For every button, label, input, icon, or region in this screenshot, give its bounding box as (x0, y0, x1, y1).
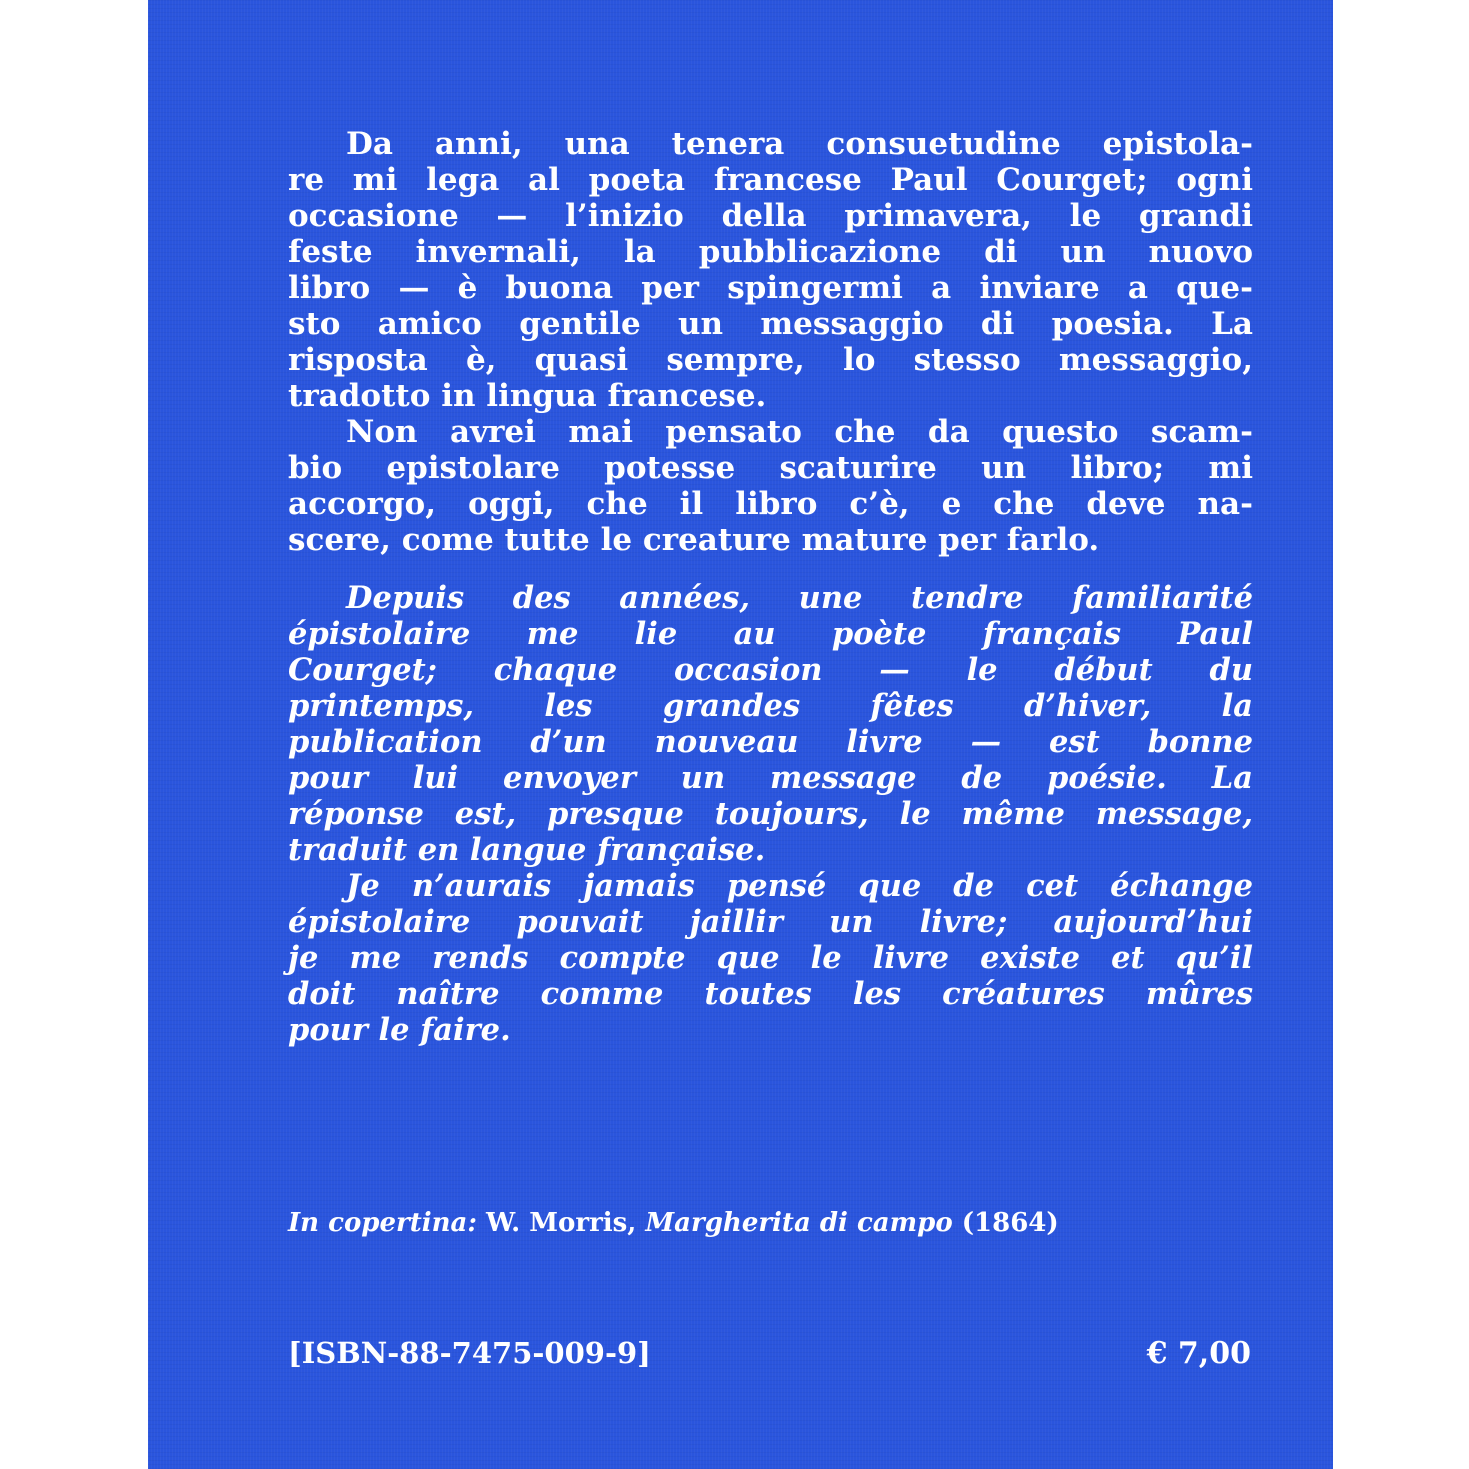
italian-blurb (288, 126, 1253, 558)
blurb-line: pour lui envoyer un message de poésie. La (288, 760, 1253, 796)
blurb-line: traduit en langue française. (288, 832, 766, 868)
blurb-line: libro — è buona per spingermi a inviare a que- (288, 270, 1253, 306)
blurb-line: Da anni, una tenera consuetudine epistola- (346, 126, 1253, 162)
blurb-line: Non avrei mai pensato che da questo scam- (346, 414, 1253, 450)
blurb-line: publication d’un nouveau livre — est bonne (288, 724, 1253, 760)
blurb-line: risposta è, quasi sempre, lo stesso messaggio, (288, 342, 1253, 378)
cover-credit-label: In copertina: (288, 1208, 477, 1238)
blurb-line: feste invernali, la pubblicazione di un nuovo (288, 234, 1253, 270)
blurb-line: pour le faire. (288, 1012, 511, 1048)
isbn-number: [ISBN-88-7475-009-9] (288, 1336, 651, 1370)
blurb-line: Courget; chaque occasion — le début du (288, 652, 1253, 688)
price-label: € 7,00 (1146, 1336, 1251, 1371)
blurb-line: Depuis des années, une tendre familiarité (346, 580, 1253, 616)
blurb-line: occasione — l’inizio della primavera, le grandi (288, 198, 1253, 234)
blurb-line: réponse est, presque toujours, le même message, (288, 796, 1253, 832)
cover-credit-author: W. Morris, (476, 1208, 646, 1238)
cover-credit-title: Margherita di campo (645, 1208, 953, 1238)
blurb-line: bio epistolare potesse scaturire un libro; mi (288, 450, 1253, 486)
blurb-line: re mi lega al poeta francese Paul Courget; ogni (288, 162, 1253, 198)
blurb-line: épistolaire pouvait jaillir un livre; aujourd’hui (288, 904, 1253, 940)
blurb-line: scere, come tutte le creature mature per farlo. (288, 522, 1100, 558)
blurb-line: je me rends compte que le livre existe et qu’il (288, 940, 1253, 976)
back-cover (148, 0, 1333, 1469)
blurb-line: épistolaire me lie au poète français Paul (288, 616, 1253, 652)
blurb-line: doit naître comme toutes les créatures mûres (288, 976, 1253, 1012)
french-blurb (288, 580, 1253, 1048)
blurb-line: accorgo, oggi, che il libro c’è, e che deve na- (288, 486, 1253, 522)
blurb-line: tradotto in lingua francese. (288, 378, 767, 414)
blurb-line: sto amico gentile un messaggio di poesia. La (288, 306, 1253, 342)
cover-credit (288, 1208, 1059, 1238)
blurb-line: Je n’aurais jamais pensé que de cet échange (346, 868, 1253, 904)
blurb-line: printemps, les grandes fêtes d’hiver, la (288, 688, 1253, 724)
cover-credit-year: (1864) (952, 1208, 1059, 1238)
